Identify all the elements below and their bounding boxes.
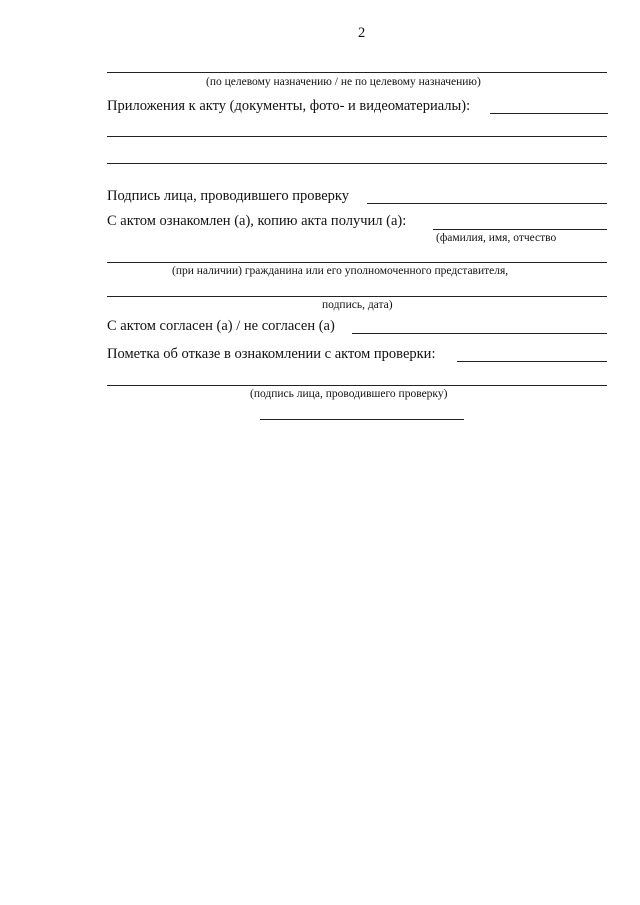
acquainted-label: С актом ознакомлен (а), копию акта получил (а): [107, 213, 407, 229]
page-number: 2 [358, 25, 366, 41]
fio-hint: (фамилия, имя, отчество [436, 232, 557, 244]
refusal-line[interactable] [457, 361, 607, 362]
inspector-sign-hint: (подпись лица, проводившего проверку) [250, 388, 448, 400]
purpose-hint: (по целевому назначению / не по целевому назначению) [206, 76, 481, 88]
attachments-line-1[interactable] [490, 113, 608, 114]
agree-label: С актом согласен (а) / не согласен (а) [107, 318, 335, 334]
signature-date-hint: подпись, дата) [322, 299, 393, 311]
purpose-line[interactable] [107, 72, 607, 73]
attachments-line-3[interactable] [107, 163, 607, 164]
citizen-hint: (при наличии) гражданина или его уполномоченного представителя, [172, 265, 509, 277]
closing-line [260, 419, 464, 420]
agree-line[interactable] [352, 333, 607, 334]
inspector-signature-label: Подпись лица, проводившего проверку [107, 188, 349, 204]
signature-date-line[interactable] [107, 296, 607, 297]
citizen-line[interactable] [107, 262, 607, 263]
attachments-label: Приложения к акту (документы, фото- и видеоматериалы): [107, 98, 471, 114]
refusal-label: Пометка об отказе в ознакомлении с актом проверки: [107, 346, 436, 362]
inspector-signature-line[interactable] [367, 203, 607, 204]
inspector-sign-line[interactable] [107, 385, 607, 386]
acquainted-line[interactable] [433, 229, 607, 230]
attachments-line-2[interactable] [107, 136, 607, 137]
